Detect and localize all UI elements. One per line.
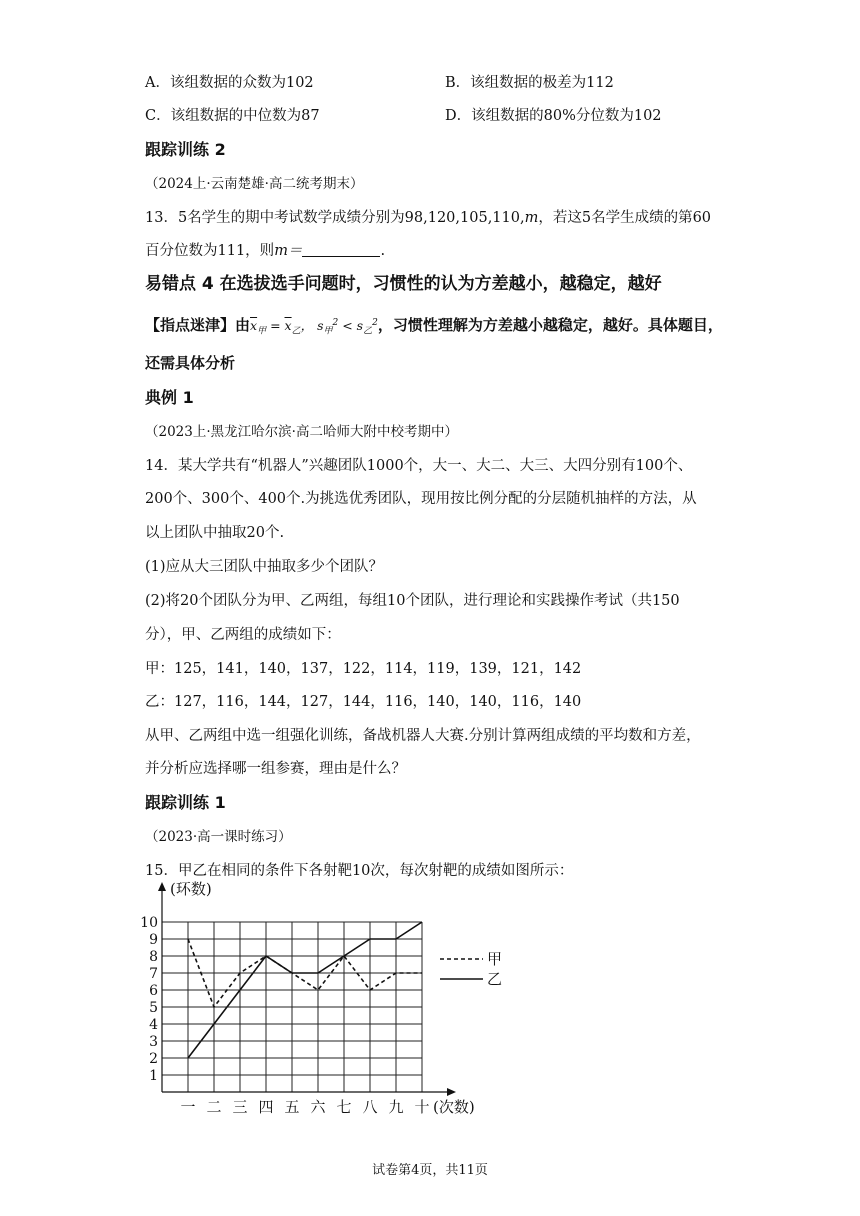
y-tick-label: 5: [149, 1000, 158, 1016]
hint-rest: ，习惯性理解为方差越小越稳定，越好。具体题目，: [377, 316, 723, 335]
y-tick-label: 2: [149, 1051, 158, 1067]
option-b: B．该组数据的极差为112: [445, 75, 614, 91]
question-13-line2: [145, 241, 385, 261]
yi-scores: 乙：127，116，144，127，144，116，140，140，116，140: [145, 694, 582, 710]
section-heading-trace2: 跟踪训练 2: [145, 140, 226, 159]
option-d: D．该组数据的80%分位数为102: [445, 108, 662, 124]
q14-part2-line1: (2)将20个团队分为甲、乙两组，每组10个团队，进行理论和实践操作考试（共150: [145, 593, 680, 609]
q13-eq: m＝: [274, 243, 303, 259]
legend-label: 乙: [487, 970, 503, 988]
x-tick-label: 六: [310, 1098, 326, 1116]
q14-line2: 200个、300个、400个.为挑选优秀团队，现用按比例分配的分层随机抽样的方法，从: [145, 491, 697, 507]
q14-question-line1: 从甲、乙两组中选一组强化训练，备战机器人大赛.分别计算两组成绩的平均数和方差，: [145, 728, 701, 744]
q13-period: .: [380, 243, 386, 259]
y-tick-label: 9: [149, 932, 158, 948]
hint-line1: [145, 313, 723, 342]
x-tick-label: 五: [284, 1098, 300, 1116]
section-heading-trace1: 跟踪训练 1: [145, 793, 226, 812]
page-footer: 试卷第4页，共11页: [372, 1163, 488, 1178]
x-tick-label: 四: [258, 1098, 274, 1116]
error-point-title: 易错点 4 在选拔选手问题时，习惯性的认为方差越小，越稳定，越好: [145, 274, 662, 294]
q15-text: 15．甲乙在相同的条件下各射靶10次，每次射靶的成绩如图所示：: [145, 863, 574, 879]
answer-blank[interactable]: [302, 242, 380, 257]
source-note: （2023上·黑龙江哈尔滨·高二哈师大附中校考期中）: [145, 424, 458, 440]
q13-var: m: [524, 210, 539, 226]
y-tick-label: 10: [140, 915, 158, 931]
q14-part2-line2: 分），甲、乙两组的成绩如下：: [145, 627, 341, 643]
x-tick-label: 三: [232, 1098, 248, 1116]
hint-line2: 还需具体分析: [145, 354, 236, 372]
shooting-score-chart: [140, 880, 520, 1120]
legend-label: 甲: [487, 950, 503, 968]
q13-text2: 百分位数为111，则: [145, 243, 275, 259]
x-tick-label: 一: [180, 1098, 196, 1116]
x-tick-label: 二: [206, 1098, 222, 1116]
hint-label: 【指点迷津】由: [145, 316, 251, 335]
question-13-line1: [145, 208, 711, 228]
y-tick-label: 7: [149, 966, 158, 982]
q14-line1: 14．某大学共有“机器人”兴趣团队1000个，大一、大二、大三、大四分别有100个、: [145, 458, 693, 474]
q14-part1: (1)应从大三团队中抽取多少个团队？: [145, 559, 384, 575]
x-tick-label: 九: [388, 1098, 404, 1116]
x-tick-label: 十: [414, 1098, 430, 1116]
option-c: C．该组数据的中位数为87: [145, 108, 320, 124]
x-tick-label: 七: [336, 1098, 352, 1116]
source-note: （2024上·云南楚雄·高二统考期末）: [145, 176, 364, 192]
section-heading-example1: 典例 1: [145, 388, 194, 407]
y-axis-arrow: [158, 882, 166, 891]
jia-scores: 甲：125，141，140，137，122，114，119，139，121，142: [145, 661, 582, 677]
q13-text: 13．5名学生的期中考试数学成绩分别为98,120,105,110,: [145, 210, 525, 226]
y-tick-label: 6: [149, 983, 158, 999]
y-tick-label: 3: [149, 1034, 158, 1050]
x-axis-arrow: [447, 1088, 456, 1096]
x-axis-label: (次数): [433, 1098, 475, 1116]
q13-text-end: ，若这5名学生成绩的第60: [538, 210, 712, 226]
option-a: A．该组数据的众数为102: [145, 75, 314, 91]
y-tick-label: 1: [149, 1068, 158, 1084]
y-axis-label: (环数): [170, 880, 212, 898]
hint-formula: $\overline{x}_甲 = \overline{x}_乙$， $s_甲^2 < s_乙^2$: [250, 318, 378, 337]
q14-line3: 以上团队中抽取20个.: [145, 525, 285, 541]
q14-question-line2: 并分析应选择哪一组参赛，理由是什么？: [145, 761, 406, 777]
source-note: （2023·高一课时练习）: [145, 829, 292, 845]
y-tick-label: 4: [149, 1017, 158, 1033]
y-tick-label: 8: [149, 949, 158, 965]
x-tick-label: 八: [362, 1098, 378, 1116]
